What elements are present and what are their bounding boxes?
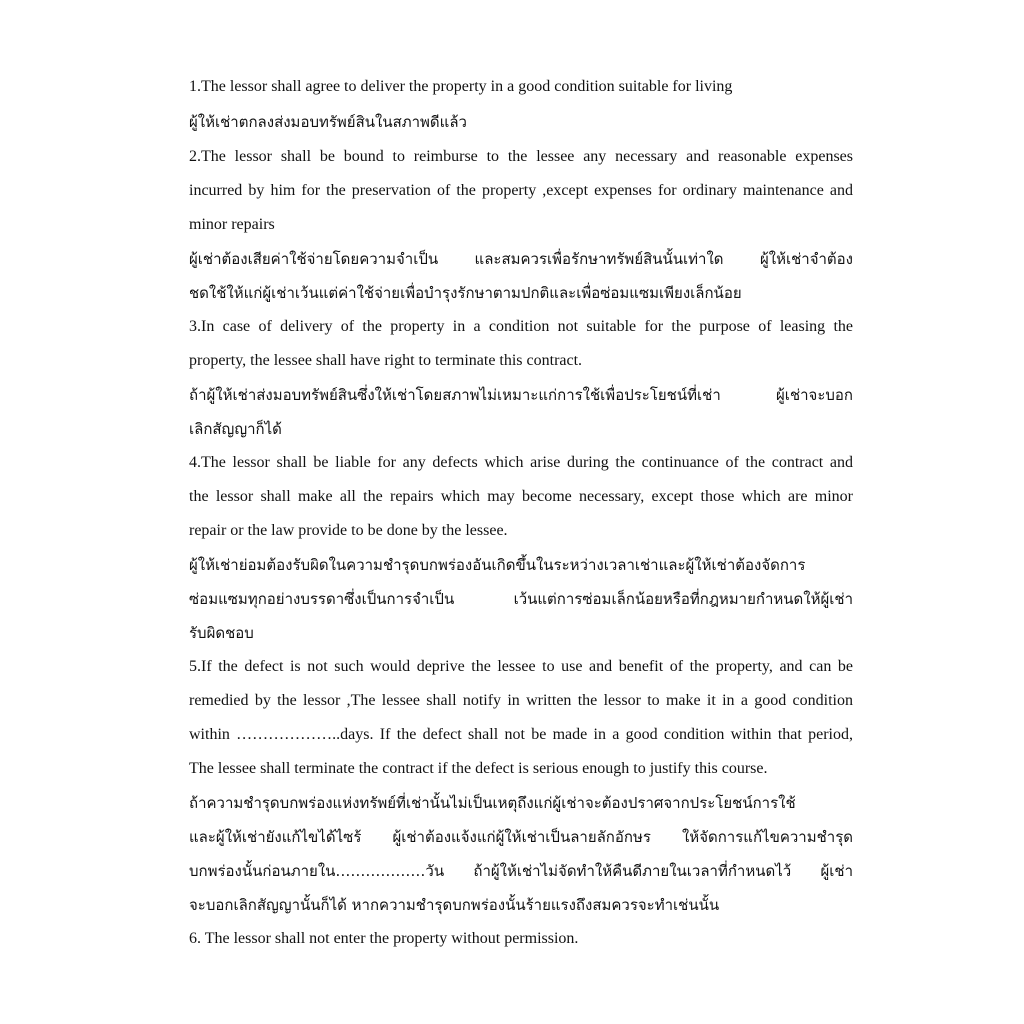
clause-6-en-line-1: 6. The lessor shall not enter the property without permission. (189, 930, 579, 947)
clause-5-en-line-1: 5.If the defect is not such would deprive the lessee to use and benefit of the property, and can be (189, 658, 853, 675)
clause-4-th-line-2: ซ่อมแซมทุกอย่างบรรดาซึ่งเป็นการจำเป็น เว้นแต่การซ่อมเล็กน้อยหรือที่กฎหมายกำหนดให้ผู้เช่า (189, 590, 853, 608)
clause-1 (189, 70, 853, 140)
clause-5-th-line-1: ถ้าความชำรุดบกพร่องแห่งทรัพย์ที่เช่านั้นไม่เป็นเหตุถึงแก่ผู้เช่าจะต้องปราศจากประโยชน์การใช้ (189, 794, 796, 812)
clause-1-th-line-1: ผู้ให้เช่าตกลงส่งมอบทรัพย์สินในสภาพดีแล้ว (189, 113, 467, 131)
clause-2-en-line-2: incurred by him for the preservation of the property ,except expenses for ordinary maintenance and (189, 182, 853, 199)
clause-6 (189, 922, 853, 956)
clause-4-en-line-3: repair or the law provide to be done by the lessee. (189, 522, 508, 539)
lease-terms-body (189, 70, 853, 956)
clause-5-th-line-2: และผู้ให้เช่ายังแก้ไขได้ไซร้ ผู้เช่าต้องแจ้งแก่ผู้ให้เช่าเป็นลายลักอักษร ให้จัดการแก้ไขความชำรุด (189, 828, 853, 846)
clause-2-en-line-1: 2.The lessor shall be bound to reimburse to the lessee any necessary and reasonable expenses (189, 148, 853, 165)
clause-4 (189, 446, 853, 650)
clause-5 (189, 650, 853, 922)
clause-3 (189, 310, 853, 446)
clause-4-en-line-2: the lessor shall make all the repairs which may become necessary, except those which are minor (189, 488, 853, 505)
clause-4-en-line-1: 4.The lessor shall be liable for any defects which arise during the continuance of the contract and (189, 454, 853, 471)
clause-2 (189, 140, 853, 310)
clause-4-th-line-3: รับผิดชอบ (189, 624, 254, 642)
clause-5-en-line-2: remedied by the lessor ,The lessee shall notify in written the lessor to make it in a good condition (189, 692, 853, 709)
clause-3-th-line-2: เลิกสัญญาก็ได้ (189, 420, 282, 438)
clause-3-en-line-1: 3.In case of delivery of the property in a condition not suitable for the purpose of leasing the (189, 318, 853, 335)
clause-5-en-line-3: within ………………..days. If the defect shall not be made in a good condition within that period, (189, 726, 853, 743)
clause-2-th-line-2: ชดใช้ให้แก่ผู้เช่าเว้นแต่ค่าใช้จ่ายเพื่อบำรุงรักษาตามปกติและเพื่อซ่อมแซมเพียงเล็กน้อย (189, 284, 742, 302)
clause-5-th-line-3: บกพร่องนั้นก่อนภายใน………………วัน ถ้าผู้ให้เช่าไม่จัดทำให้คืนดีภายในเวลาที่กำหนดไว้ ผู้เช่า (189, 862, 853, 880)
clause-3-th-line-1: ถ้าผู้ให้เช่าส่งมอบทรัพย์สินซึ่งให้เช่าโดยสภาพไม่เหมาะแก่การใช้เพื่อประโยชน์ที่เช่า ผู้เช่าจะบอก (189, 386, 853, 404)
clause-2-th-line-1: ผู้เช่าต้องเสียค่าใช้จ่ายโดยความจำเป็น และสมควรเพื่อรักษาทรัพย์สินนั้นเท่าใด ผู้ให้เช่าจำต้อง (189, 250, 853, 268)
clause-4-th-line-1: ผู้ให้เช่าย่อมต้องรับผิดในความชำรุดบกพร่องอันเกิดขึ้นในระหว่างเวลาเช่าและผู้ให้เช่าต้องจัดการ (189, 556, 806, 574)
clause-5-en-line-4: The lessee shall terminate the contract if the defect is serious enough to justify this course. (189, 760, 768, 777)
clause-2-en-line-3: minor repairs (189, 216, 275, 233)
clause-1-en-line-1: 1.The lessor shall agree to deliver the property in a good condition suitable for living (189, 78, 733, 95)
clause-5-th-line-4: จะบอกเลิกสัญญานั้นก็ได้ หากความชำรุดบกพร่องนั้นร้ายแรงถึงสมควรจะทำเช่นนั้น (189, 896, 720, 914)
clause-3-en-line-2: property, the lessee shall have right to terminate this contract. (189, 352, 583, 369)
